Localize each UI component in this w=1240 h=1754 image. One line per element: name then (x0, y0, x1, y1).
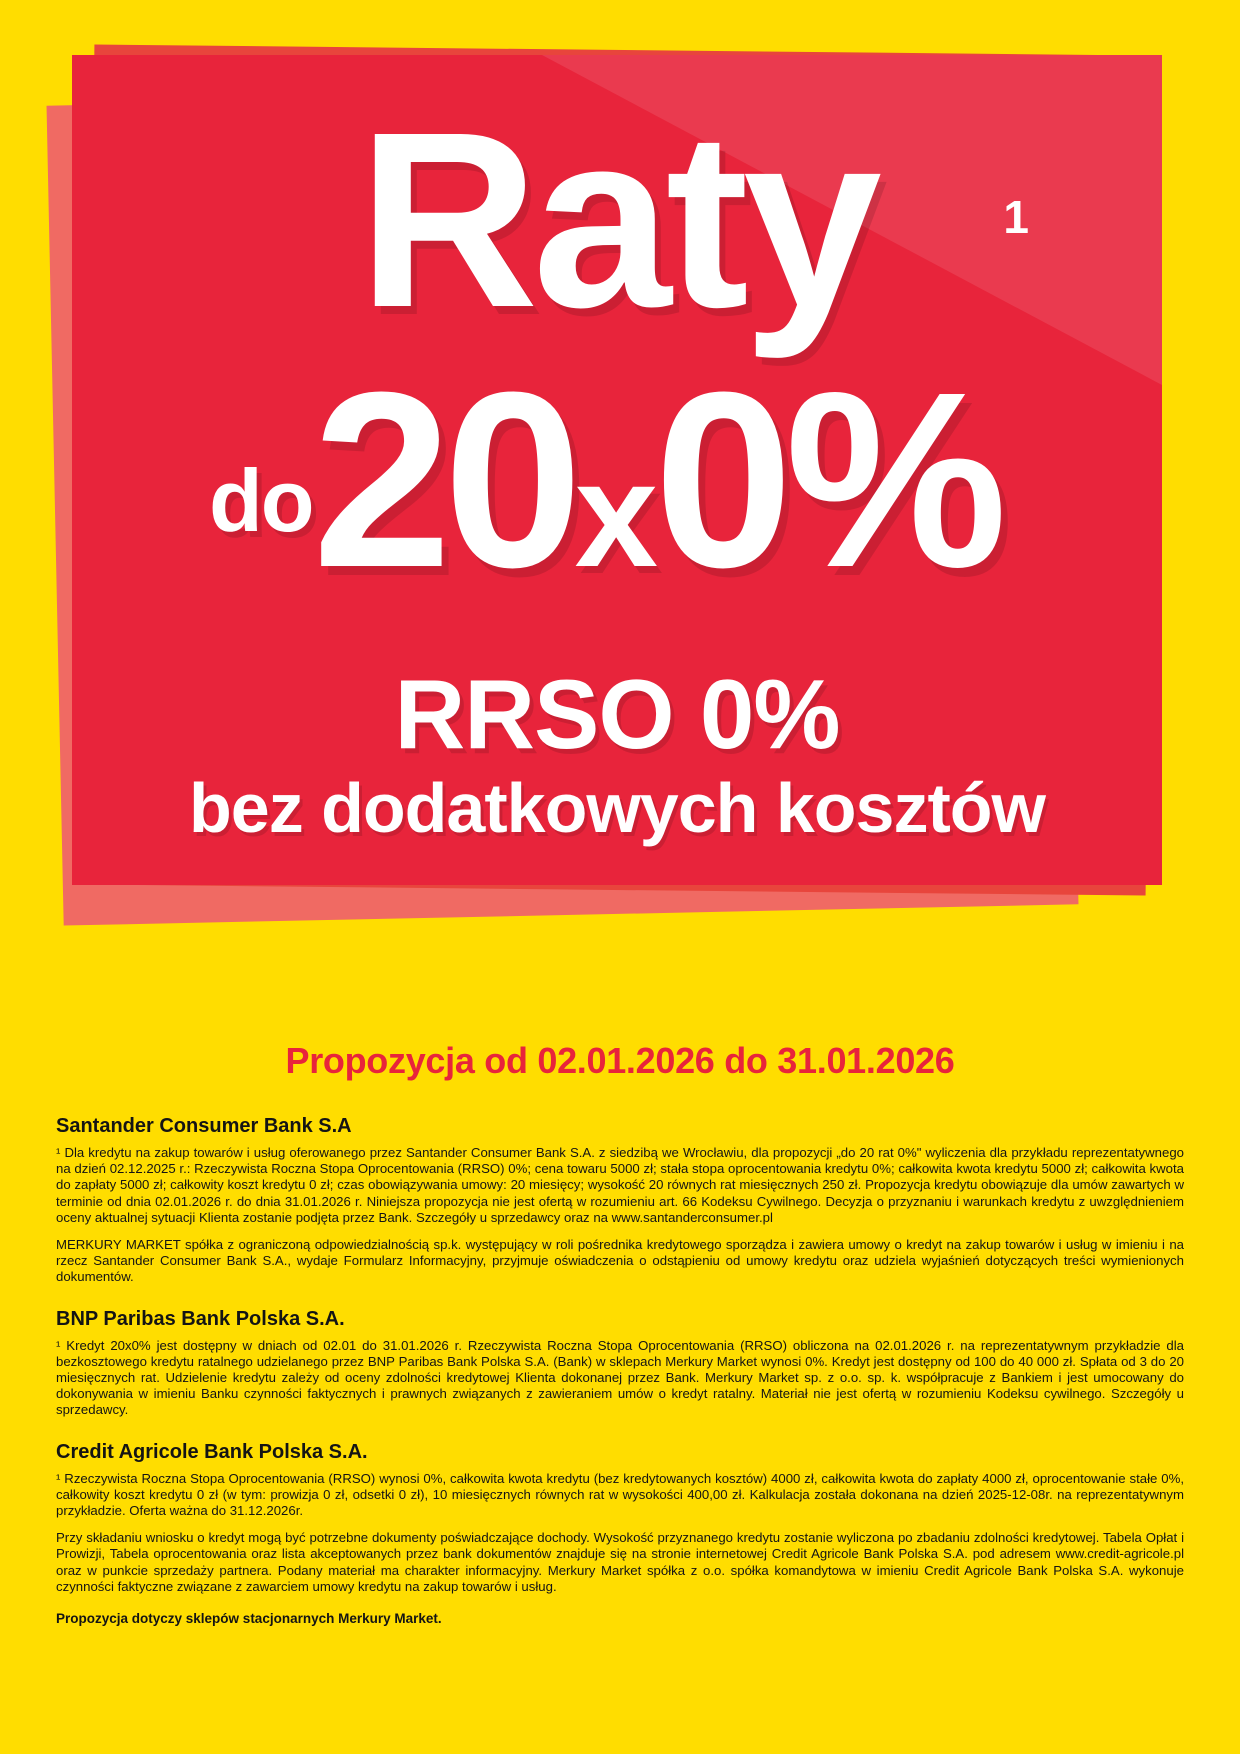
hero-amount: 20 (312, 340, 575, 619)
hero-text-group (72, 55, 1162, 885)
offer-period: Propozycja od 02.01.2026 do 31.01.2026 (285, 1040, 955, 1081)
hero-rrso: RRSO 0% (394, 659, 840, 769)
hero-footnote-mark: 1 (1003, 191, 1029, 243)
hero-subline: bez dodatkowych kosztów (189, 769, 1045, 847)
legal-paragraph: Przy składaniu wniosku o kredyt mogą być potrzebne dokumenty poświadczające dochody. Wysokość przyznanego kredytu zostanie wyliczona po zbadaniu zdolności kredytowej. Tabela Opłat i Prowizji, Tabela oprocentowania oraz lista akceptowanych przez bank dokumentów znajduje się na stronie internetowej Credit Agricole Bank Polska S.A. pod adresem www.credit-agricole.pl oraz w punkcie sprzedaży partnera. Podany materiał ma charakter informacyjny. Merkury Market spółka z o.o. spółka komandytowa w imieniu Credit Agricole Bank Polska S.A. wykonuje czynności faktyczne związane z zawarciem umowy kredytu na zakup towarów i usług. (56, 1530, 1184, 1594)
hero-title: Raty (358, 80, 876, 359)
bank-name-credit-agricole: Credit Agricole Bank Polska S.A. (56, 1440, 368, 1463)
bank-name-bnp: BNP Paribas Bank Polska S.A. (56, 1307, 345, 1330)
bank-name-santander: Santander Consumer Bank S.A (56, 1115, 352, 1137)
hero-times: x (574, 430, 655, 598)
legal-section (56, 1115, 1184, 1626)
legal-paragraph: ¹ Dla kredytu na zakup towarów i usług oferowanego przez Santander Consumer Bank S.A. z siedzibą we Wrocławiu, dla propozycji „do 20 rat 0%" wyliczenia dla przykładu reprezentatywnego na dzień 02.12.2025 r.: Rzeczywista Roczna Stopa Oprocentowania (RRSO) 0%; cena towaru 5000 zł; stała stopa oprocentowania kredytu 0%; całkowita kwota kredytu 5000 zł; całkowita kwota do zapłaty 5000 zł; całkowity koszt kredytu 0 zł; czas obowiązywania umowy: 20 miesięcy; wysokość 20 równych rat miesięcznych 250 zł. Propozycja kredytu obowiązuje dla umów zawartych w terminie od dnia 02.01.2026 r. do dnia 31.01.2026 r. Niniejsza propozycja nie jest ofertą w rozumieniu art. 66 Kodeksu Cywilnego. Decyzja o przyznaniu i warunkach kredytu z uwzględnieniem oceny aktualnej sytuacji Klienta zostanie podjęta przez Bank. Szczegóły u sprzedawcy oraz na www.santanderconsumer.pl (56, 1145, 1184, 1225)
legal-paragraph: ¹ Rzeczywista Roczna Stopa Oprocentowania (RRSO) wynosi 0%, całkowita kwota kredytu (bez kredytowanych kosztów) 4000 zł, całkowita kwota do zapłaty 4000 zł, oprocentowanie stałe 0%, całkowity koszt kredytu 0 zł (w tym: prowizja 0 zł, odsetki 0 zł), 10 miesięcznych równych rat w wysokości 400,00 zł. Kalkulacja została dokonana na dzień 2025-12-08r. na reprezentatywnym przykładzie. Oferta ważna do 31.12.2026r. (56, 1470, 1184, 1519)
footer-note: Propozycja dotyczy sklepów stacjonarnych Merkury Market. (56, 1611, 442, 1627)
hero-rate: 0% (654, 340, 1000, 619)
legal-paragraph: MERKURY MARKET spółka z ograniczoną odpowiedzialnością sp.k. występujący w roli pośrednika kredytowego sporządza i zawiera umowy o kredyt na zakup towarów i usług w imieniu i na rzecz Santander Consumer Bank S.A., wydaje Formularz Informacyjny, przyjmuje oświadczenia o odstąpieniu od umowy kredytu oraz udziela wyjaśnień dotyczących treści wymienionych dokumentów. (56, 1237, 1184, 1285)
hero-prefix: do (209, 451, 313, 550)
legal-paragraph: ¹ Kredyt 20x0% jest dostępny w dniach od 02.01 do 31.01.2026 r. Rzeczywista Roczna Stopa Oprocentowania (RRSO) obliczona na 02.01.2026 r. na reprezentatywnym przykładzie dla bezkosztowego kredytu ratalnego udzielanego przez BNP Paribas Bank Polska S.A. (Bank) w sklepach Merkury Market wynosi 0%. Kredyt jest dostępny od 100 do 40 000 zł. Spłata od 3 do 20 miesięcznych rat. Udzielenie kredytu zależy od oceny zdolności kredytowej Klienta dokonanej przez Bank. Merkury Market sp. z o.o. sp. k. współpracuje z Bankiem i jest umocowany do dokonywania w imieniu Banku czynności faktycznych i prawnych związanych z zawieraniem umów o kredyt ratalny. Materiał nie jest ofertą w rozumieniu Kodeksu cywilnego. Szczegóły u sprzedawcy. (56, 1337, 1184, 1418)
